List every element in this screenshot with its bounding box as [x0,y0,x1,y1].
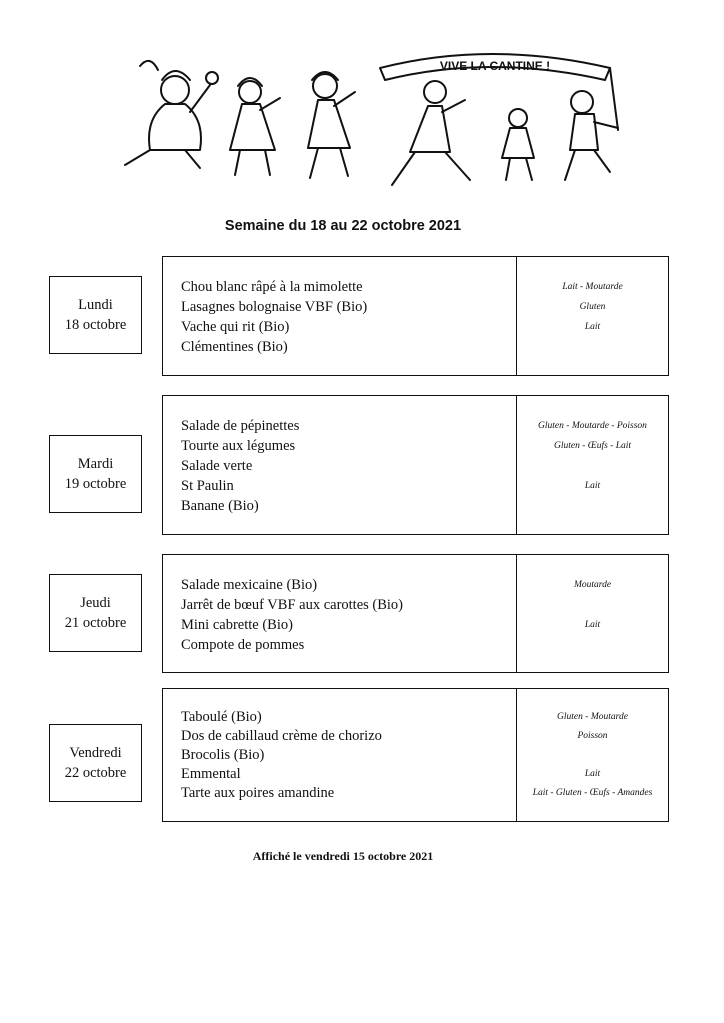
menu-box-jeudi [162,554,669,673]
allergen-item [517,595,668,615]
menu-box-vendredi [162,688,669,822]
menu-box-mardi [162,395,669,535]
allergen-list [517,708,668,803]
dish-list [181,708,382,803]
dish-item: Clémentines (Bio) [181,339,288,355]
allergen-item: Gluten - Moutarde [557,712,628,722]
allergen-list [517,277,668,357]
dish-item: Chou blanc râpé à la mimolette [181,279,363,295]
dish-item: St Paulin [181,478,234,494]
dish-item: Salade verte [181,458,253,474]
dish-item: Emmental [181,766,241,782]
allergen-item [517,635,668,655]
allergen-item: Lait [584,481,601,491]
allergen-item: Lait [584,769,601,779]
day-name: Vendredi [69,745,122,761]
day-name: Lundi [78,297,113,313]
header-illustration [70,40,630,200]
dish-item: Vache qui rit (Bio) [181,319,290,335]
allergen-item [517,496,668,516]
allergen-item: Gluten - Œufs - Lait [553,441,632,451]
page-title: Semaine du 18 au 22 octobre 2021 [224,218,462,234]
day-box-lundi [49,276,142,354]
day-box-jeudi [49,574,142,652]
dish-list [181,575,403,655]
allergen-item [517,456,668,476]
day-date: 18 octobre [64,317,127,333]
allergen-item: Lait [584,322,601,332]
posted-date: Affiché le vendredi 15 octobre 2021 [252,849,434,863]
dish-item: Dos de cabillaud crème de chorizo [181,728,382,744]
dish-item: Jarrêt de bœuf VBF aux carottes (Bio) [181,597,404,613]
allergen-item: Gluten - Moutarde - Poisson [538,421,647,431]
dish-item: Compote de pommes [181,637,305,653]
dish-item: Taboulé (Bio) [181,709,262,725]
dish-list [181,277,367,357]
day-name: Jeudi [80,595,111,611]
dish-item: Salade mexicaine (Bio) [181,577,318,593]
banner-text: VIVE LA CANTINE ! [439,59,551,73]
day-date: 19 octobre [64,476,127,492]
allergen-item: Lait - Gluten - Œufs - Amandes [532,788,653,798]
allergen-list [517,416,668,516]
allergen-item [517,746,668,765]
allergen-item: Poisson [577,731,608,741]
menu-box-lundi [162,256,669,376]
allergen-item: Lait - Moutarde [562,282,623,292]
allergen-item: Gluten [579,302,606,312]
day-date: 22 octobre [64,765,127,781]
dish-item: Banane (Bio) [181,498,259,514]
day-box-mardi [49,435,142,513]
allergen-item [517,337,668,357]
day-box-vendredi [49,724,142,802]
dish-item: Salade de pépinettes [181,418,300,434]
allergen-item: Moutarde [573,580,612,590]
dish-item: Brocolis (Bio) [181,747,265,763]
dish-item: Tourte aux légumes [181,438,296,454]
allergen-item: Lait [584,620,601,630]
day-date: 21 octobre [64,615,127,631]
dish-item: Lasagnes bolognaise VBF (Bio) [181,299,368,315]
dish-item: Mini cabrette (Bio) [181,617,293,633]
dish-item: Tarte aux poires amandine [181,785,335,801]
allergen-list [517,575,668,655]
dish-list [181,416,299,516]
day-name: Mardi [77,456,114,472]
